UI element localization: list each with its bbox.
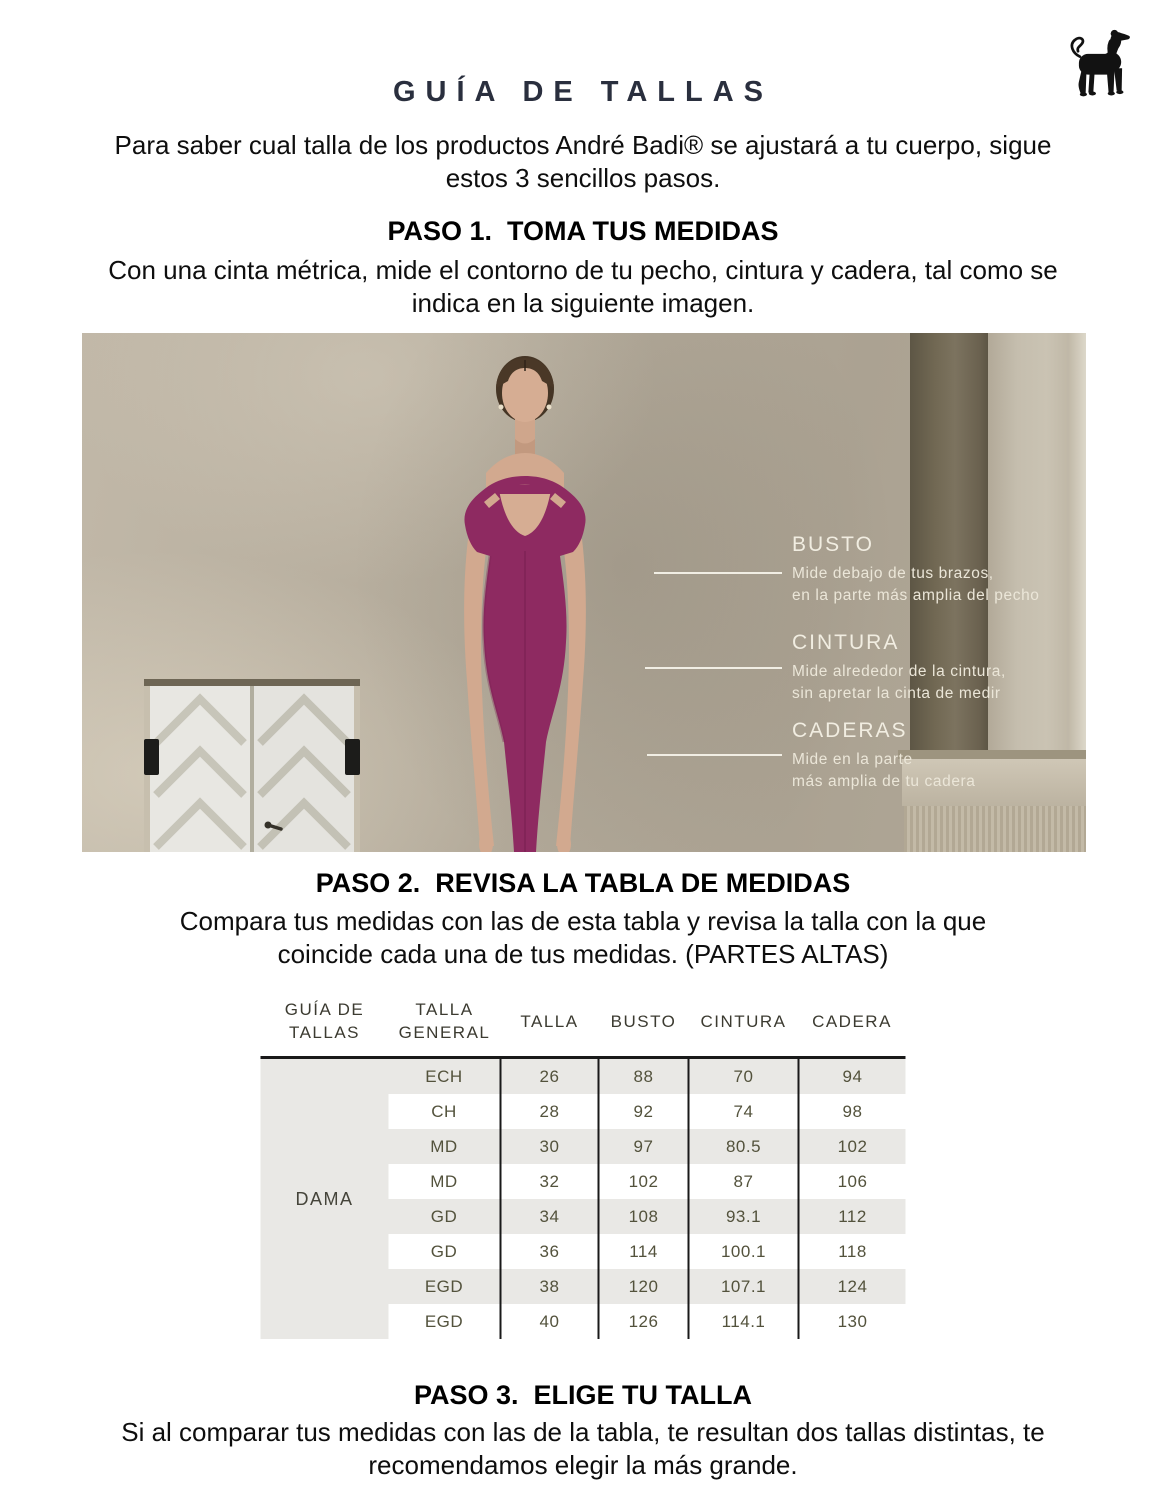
cell-general: GD (430, 1241, 458, 1261)
cell-general: CH (431, 1101, 457, 1121)
cell-talla: 36 (501, 1234, 599, 1269)
cell-general: ECH (389, 1058, 501, 1095)
cell-talla: 34 (501, 1199, 599, 1234)
cell-busto: 88 (599, 1058, 689, 1095)
header-talla-general: TALLA GENERAL (389, 996, 501, 1058)
cell-cintura: 87 (689, 1164, 799, 1199)
busto-label-title: BUSTO (792, 533, 874, 556)
cell-busto: 97 (599, 1129, 689, 1164)
caderas-label-desc: Mide en la parte más amplia de tu cadera (792, 751, 976, 790)
cell-busto: 108 (599, 1199, 689, 1234)
cintura-label (792, 631, 1006, 704)
group-label-dama: DAMA (261, 1058, 389, 1340)
cell-general: EGD (389, 1269, 501, 1304)
cell-cadera: 94 (799, 1058, 906, 1095)
column-base-ribbed (904, 806, 1086, 852)
measurement-photo (82, 333, 1086, 852)
cell-cintura: 80.5 (689, 1129, 799, 1164)
busto-label-desc: Mide debajo de tus brazos, en la parte más amplia del pecho (792, 565, 1040, 604)
cell-cadera: 102 (799, 1129, 906, 1164)
table-row (261, 1058, 906, 1095)
cell-cadera: 98 (799, 1094, 906, 1129)
cell-cintura: 107.1 (689, 1269, 799, 1304)
cell-general: MD (430, 1171, 458, 1191)
cintura-label-title: CINTURA (792, 631, 900, 654)
cell-cadera: 106 (799, 1164, 906, 1199)
header-guia-de-tallas: GUÍA DE TALLAS (261, 996, 389, 1058)
cell-general: GD (389, 1199, 501, 1234)
model-in-dress (420, 341, 630, 852)
cell-busto: 92 (599, 1094, 689, 1129)
step2-text: Compara tus medidas con las de esta tabla y revisa la talla con la que coincide cada una de tus medidas. (PARTES ALTAS) (179, 906, 987, 970)
cell-talla: 40 (501, 1304, 599, 1339)
busto-pointer-line (654, 572, 782, 574)
cell-cadera: 118 (799, 1234, 906, 1269)
cell-cintura: 93.1 (689, 1199, 799, 1234)
caderas-pointer-line (647, 754, 782, 756)
step1-heading: PASO 1. TOMA TUS MEDIDAS (387, 216, 779, 246)
cell-busto: 102 (599, 1164, 689, 1199)
cell-cintura: 114.1 (689, 1304, 799, 1339)
cell-talla: 38 (501, 1269, 599, 1304)
header-talla: TALLA (501, 996, 599, 1058)
white-chevron-door (144, 679, 360, 852)
cell-busto: 126 (599, 1304, 689, 1339)
cintura-label-desc: Mide alrededor de la cintura, sin apretar la cinta de medir (792, 663, 1006, 702)
busto-label (792, 533, 1040, 606)
caderas-label-title: CADERAS (792, 719, 908, 742)
cell-cintura: 100.1 (689, 1234, 799, 1269)
step3-heading: PASO 3. ELIGE TU TALLA (413, 1380, 752, 1410)
caderas-label (792, 719, 976, 792)
cell-cadera: 112 (799, 1199, 906, 1234)
size-table-header-row (261, 996, 906, 1058)
cell-talla: 32 (501, 1164, 599, 1199)
cell-talla: 26 (501, 1058, 599, 1095)
header-cintura: CINTURA (689, 996, 799, 1058)
step3-text: Si al comparar tus medidas con las de la tabla, te resultan dos tallas distintas, te recomendamos elegir la más grande. (121, 1417, 1045, 1481)
step2-heading: PASO 2. REVISA LA TABLA DE MEDIDAS (315, 868, 851, 898)
cell-cintura: 74 (689, 1094, 799, 1129)
cell-cadera: 130 (799, 1304, 906, 1339)
cell-cintura: 70 (689, 1058, 799, 1095)
cell-cadera: 124 (799, 1269, 906, 1304)
cell-talla: 30 (501, 1129, 599, 1164)
intro-text: Para saber cual talla de los productos André Badi® se ajustará a tu cuerpo, sigue estos 3 sencillos pasos. (114, 130, 1052, 194)
size-table (261, 996, 906, 1339)
cell-talla: 28 (501, 1094, 599, 1129)
cintura-pointer-line (645, 667, 782, 669)
cell-general: MD (389, 1129, 501, 1164)
page-title: GUÍA DE TALLAS (392, 76, 774, 108)
cell-busto: 120 (599, 1269, 689, 1304)
cell-general: EGD (424, 1311, 464, 1331)
cell-busto: 114 (599, 1234, 689, 1269)
header-busto: BUSTO (599, 996, 689, 1058)
step1-text: Con una cinta métrica, mide el contorno de tu pecho, cintura y cadera, tal como se indica en la siguiente imagen. (108, 255, 1058, 319)
header-cadera: CADERA (799, 996, 906, 1058)
